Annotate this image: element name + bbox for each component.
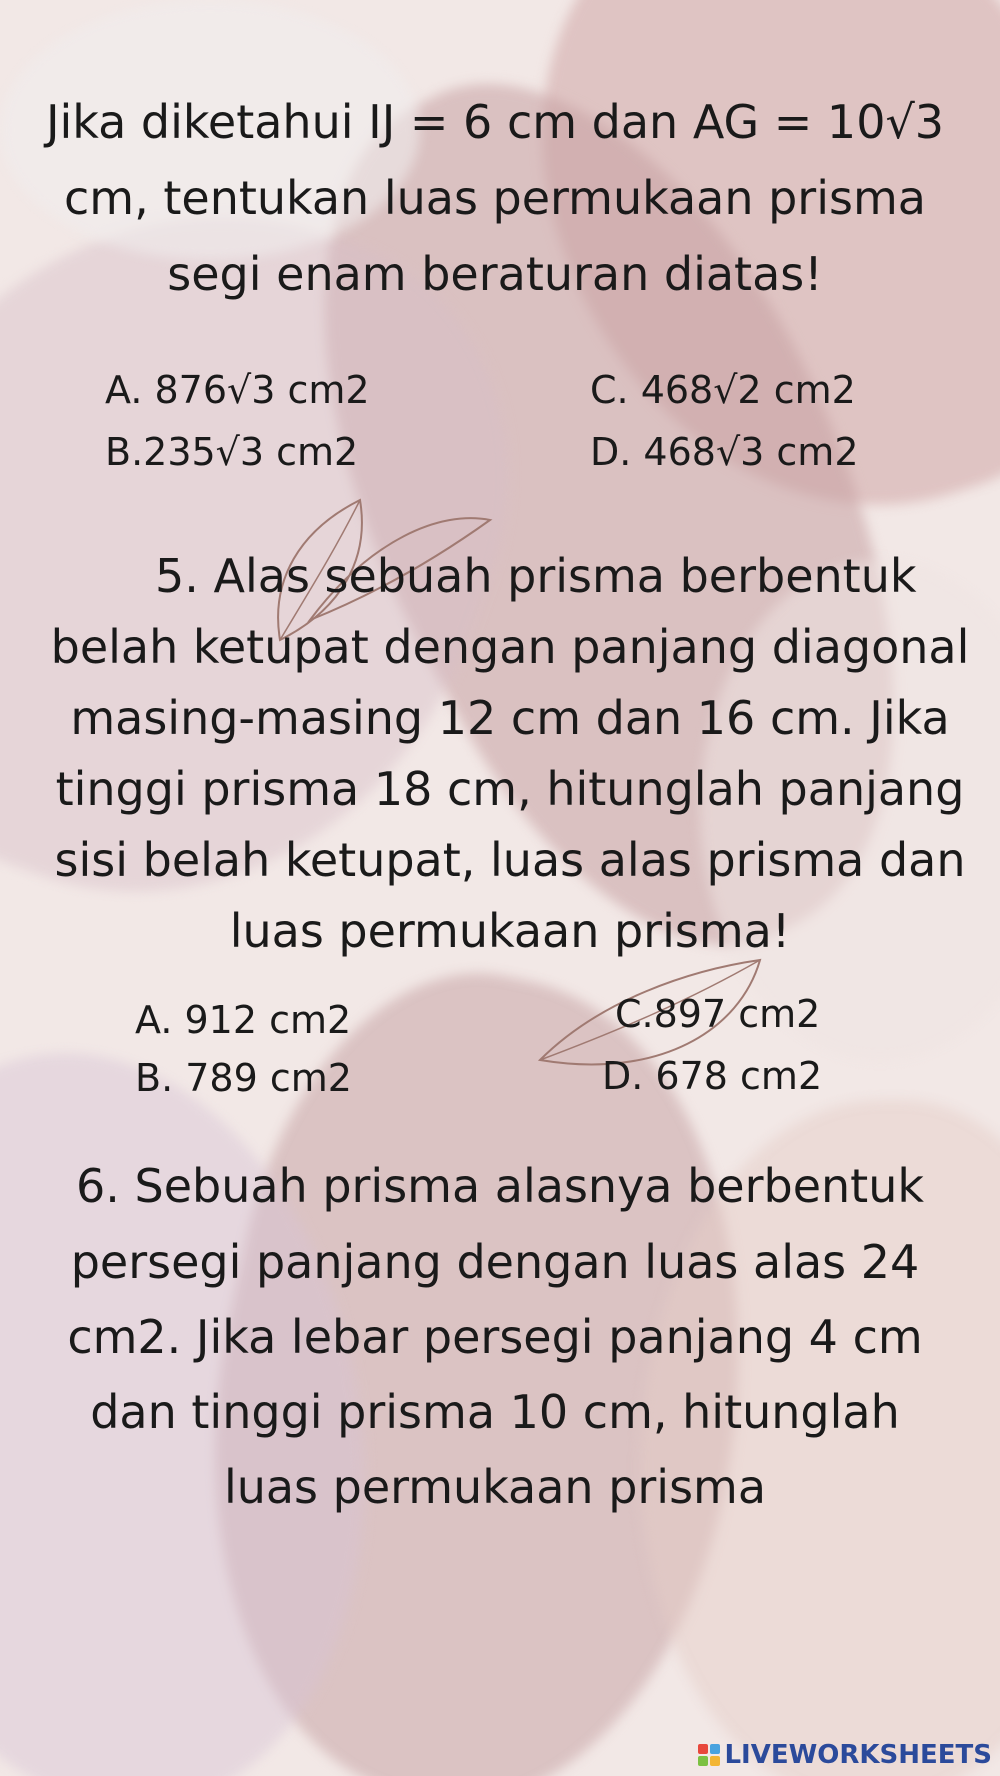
question-5-line-1: 5. Alas sebuah prisma berbentuk: [155, 549, 917, 603]
liveworksheets-logo-icon: [698, 1744, 720, 1766]
question-6-line-5: luas permukaan prisma: [223, 1460, 767, 1514]
question-5-option-b[interactable]: B. 789 cm2: [135, 1056, 352, 1100]
question-4-option-b[interactable]: B.235√3 cm2: [105, 430, 359, 474]
question-5-option-a[interactable]: A. 912 cm2: [135, 998, 352, 1042]
question-5-line-6: luas permukaan prisma!: [229, 904, 791, 958]
question-5-line-3: masing-masing 12 cm dan 16 cm. Jika: [70, 691, 950, 745]
question-4-line-1: Jika diketahui IJ = 6 cm dan AG = 10√3: [45, 95, 945, 149]
question-6-line-3: cm2. Jika lebar persegi panjang 4 cm: [67, 1310, 923, 1364]
liveworksheets-logo: [698, 1740, 992, 1770]
question-4-line-2: cm, tentukan luas permukaan prisma: [64, 171, 926, 225]
question-5-option-d[interactable]: D. 678 cm2: [602, 1054, 823, 1098]
question-5-line-5: sisi belah ketupat, luas alas prisma dan: [54, 833, 966, 887]
question-6-line-1: 6. Sebuah prisma alasnya berbentuk: [75, 1159, 924, 1213]
brand-name: LIVEWORKSHEETS: [724, 1740, 992, 1770]
question-6-line-2: persegi panjang dengan luas alas 24: [70, 1235, 920, 1289]
question-4-line-3: segi enam beraturan diatas!: [167, 247, 823, 301]
question-6-line-4: dan tinggi prisma 10 cm, hitunglah: [90, 1385, 900, 1439]
question-4-option-a[interactable]: A. 876√3 cm2: [105, 368, 370, 412]
question-4-option-c[interactable]: C. 468√2 cm2: [590, 368, 856, 412]
question-5-line-2: belah ketupat dengan panjang diagonal: [50, 620, 970, 674]
question-5-line-4: tinggi prisma 18 cm, hitunglah panjang: [55, 762, 965, 816]
question-4-option-d[interactable]: D. 468√3 cm2: [590, 430, 859, 474]
question-5-option-c[interactable]: C.897 cm2: [615, 992, 821, 1036]
